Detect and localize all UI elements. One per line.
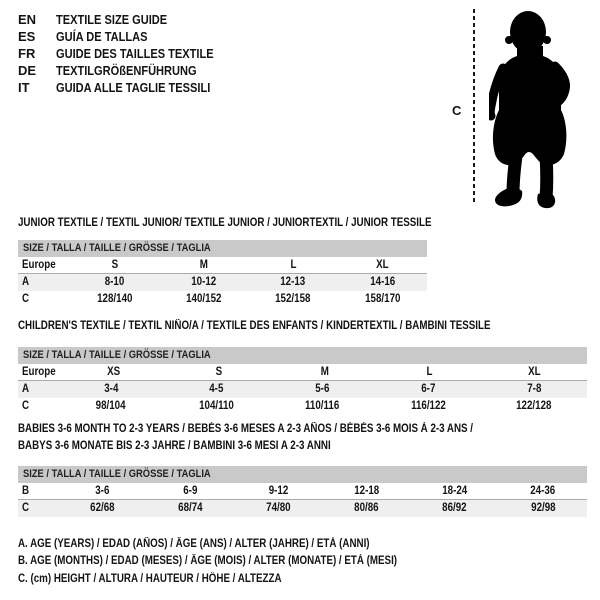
childrens-textile-table xyxy=(18,320,587,415)
table-row: C 98/104 104/110 110/116 116/122 122/128 xyxy=(18,398,587,415)
language-row-de xyxy=(18,62,241,79)
table-row: Europe S M L XL xyxy=(18,257,427,274)
table-row: A 3-4 4-5 5-6 6-7 7-8 xyxy=(18,381,587,398)
height-measure-figure xyxy=(440,0,600,220)
table-title: JUNIOR TEXTILE / TEXTIL JUNIOR/ TEXTILE JUNIOR / JUNIORTEXTIL / JUNIOR TESSILE xyxy=(18,217,432,229)
table-grid xyxy=(18,466,587,517)
table-row: C 62/68 68/74 74/80 80/86 86/92 92/98 xyxy=(18,500,587,517)
table-title: CHILDREN'S TEXTILE / TEXTIL NIÑO/A / TEXTILE DES ENFANTS / KINDERTEXTIL / BAMBINI TESSILE xyxy=(18,320,491,332)
junior-textile-table xyxy=(18,217,432,308)
language-title-block xyxy=(18,11,241,96)
row-label: C xyxy=(22,502,30,514)
row-label: Europe xyxy=(22,365,56,378)
table-row: Europe XS S M L XL xyxy=(18,364,587,381)
language-label: GUÍA DE TALLAS xyxy=(56,29,148,44)
baby-silhouette-icon xyxy=(489,6,584,213)
height-dashed-line xyxy=(473,9,475,205)
language-label: GUIDE DES TAILLES TEXTILE xyxy=(56,46,214,61)
language-code: DE xyxy=(18,63,37,78)
language-code: EN xyxy=(18,12,37,27)
footnotes xyxy=(18,536,464,588)
language-row-en xyxy=(18,11,241,28)
size-header-bar: SIZE / TALLA / TAILLE / GRÖSSE / TAGLIA xyxy=(18,466,587,483)
row-label: Europe xyxy=(22,258,56,271)
language-label: TEXTILGRÖßENFÜHRUNG xyxy=(56,63,197,78)
row-label: A xyxy=(22,383,30,395)
size-header-bar: SIZE / TALLA / TAILLE / GRÖSSE / TAGLIA xyxy=(18,240,427,257)
language-label: TEXTILE SIZE GUIDE xyxy=(56,12,168,27)
language-label: GUIDA ALLE TAGLIE TESSILI xyxy=(56,80,211,95)
row-label: C xyxy=(22,400,30,412)
footnote-a: A. AGE (YEARS) / EDAD (AÑOS) / ÂGE (ANS) / ALTER (JAHRE) / ETÀ (ANNI) xyxy=(18,538,370,550)
footnote-c: C. (cm) HEIGHT / ALTURA / HAUTEUR / HÖHE / ALTEZZA xyxy=(18,572,282,585)
language-code: ES xyxy=(18,29,36,44)
language-row-fr xyxy=(18,45,241,62)
row-label: A xyxy=(22,276,30,288)
language-code: IT xyxy=(18,80,30,95)
language-code: FR xyxy=(18,46,36,61)
table-grid xyxy=(18,240,427,308)
table-row: B 3-6 6-9 9-12 12-18 18-24 24-36 xyxy=(18,483,587,500)
table-row: A 8-10 10-12 12-13 14-16 xyxy=(18,274,427,291)
table-row: C 128/140 140/152 152/158 158/170 xyxy=(18,291,427,308)
table-grid xyxy=(18,347,587,415)
language-row-it xyxy=(18,79,241,96)
table-title: BABIES 3-6 MONTH TO 2-3 YEARS / BEBÉS 3-6 MESES A 2-3 AÑOS / BÉBÉS 3-6 MOIS À 2-3 ANS / BABYS 3-6 MONATE BIS 2-3 JAHRE / BAMBINI 3-6 MESI A 2-3 ANNI xyxy=(18,423,474,452)
row-label: B xyxy=(22,484,30,497)
size-header-bar: SIZE / TALLA / TAILLE / GRÖSSE / TAGLIA xyxy=(18,347,587,364)
footnote-b: B. AGE (MONTHS) / EDAD (MESES) / ÂGE (MOIS) / ALTER (MONATE) / ETÀ (MESI) xyxy=(18,555,398,568)
row-label: C xyxy=(22,293,30,305)
babies-textile-table xyxy=(18,421,587,517)
height-measure-label: C xyxy=(452,103,462,118)
language-row-es xyxy=(18,28,241,45)
